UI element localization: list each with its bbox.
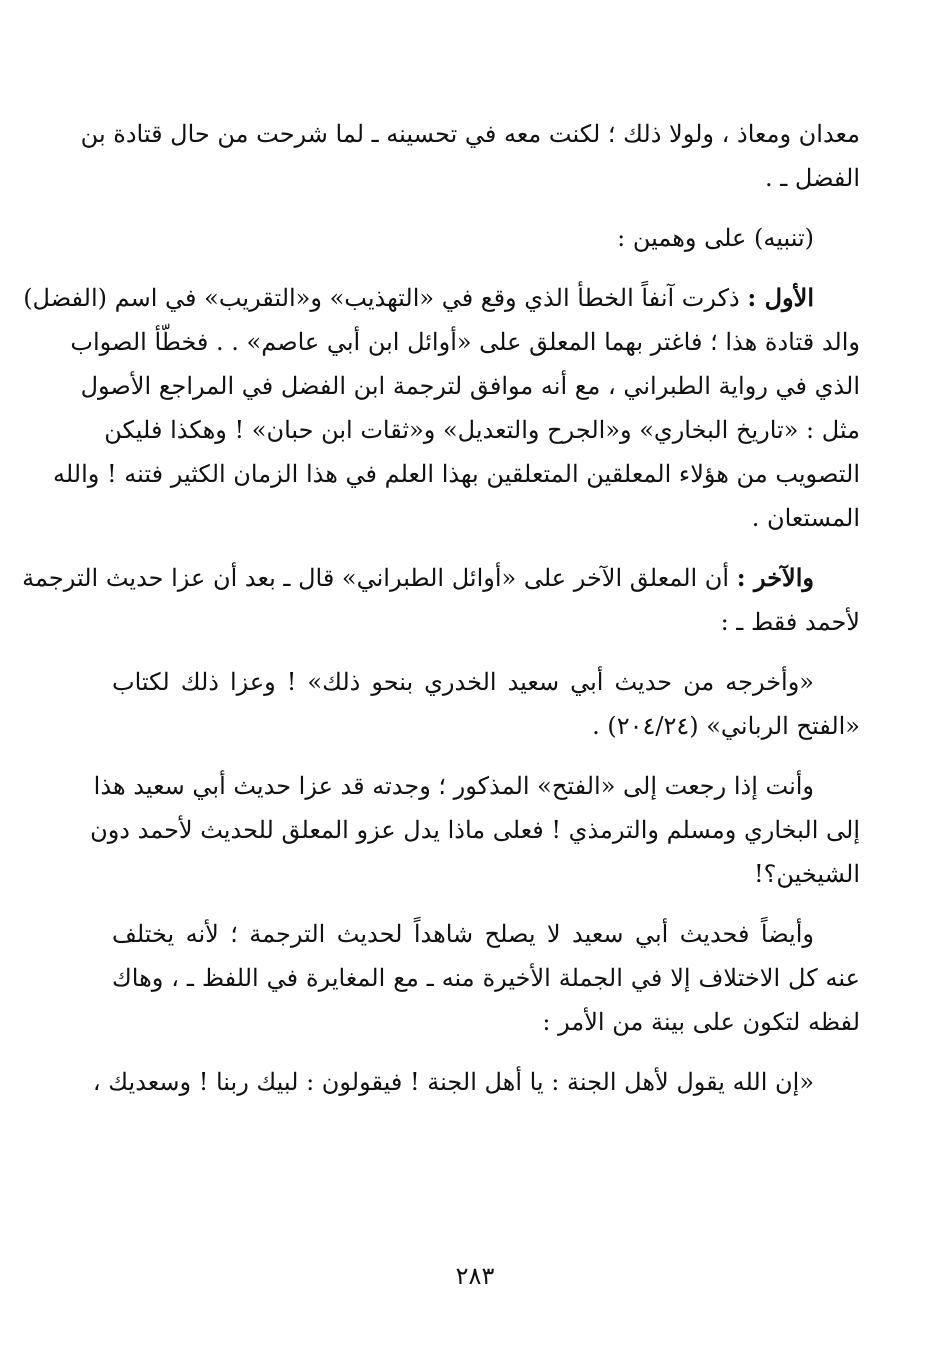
- text-line: لفظه لتكون على بينة من الأمر :: [542, 1008, 860, 1036]
- text-line: وأيضاً فحديث أبي سعيد لا يصلح شاهداً لحديث الترجمة ؛ لأنه يختلف: [112, 920, 814, 948]
- text-line: عنه كل الاختلاف إلا في الجملة الأخيرة منه ـ مع المغايرة في اللفظ ـ ، وهاك: [112, 964, 860, 992]
- paragraph: [23, 276, 860, 540]
- text-line: الفضل ـ .: [764, 164, 860, 192]
- text-line: والآخر : أن المعلق الآخر على «أوائل الطبراني» قال ـ بعد أن عزا حديث الترجمة: [22, 563, 814, 592]
- text-line: معدان ومعاذ ، ولولا ذلك ؛ لكنت معه في تحسينه ـ لما شرحت من حال قتادة بن: [80, 120, 860, 148]
- paragraph-lead: الأول :: [747, 283, 814, 312]
- text-line: والد قتادة هذا ؛ فاغتر بهما المعلق على «أوائل ابن أبي عاصم» . . فخطّأ الصواب: [70, 328, 860, 356]
- text-line: الذي في رواية الطبراني ، مع أنه موافق لترجمة ابن الفضل في المراجع الأصول: [80, 372, 860, 400]
- text-line: التصويب من هؤلاء المعلقين المتعلقين بهذا العلم في هذا الزمان الكثير فتنه ! والله: [52, 460, 860, 488]
- text-line: «إن الله يقول لأهل الجنة : يا أهل الجنة ! فيقولون : لبيك ربنا ! وسعديك ،: [92, 1068, 814, 1096]
- page-number: ٢٨٣: [455, 1262, 495, 1290]
- text-line: الشيخين؟!: [753, 860, 860, 888]
- page-body: [22, 112, 860, 1104]
- text-line: وأنت إذا رجعت إلى «الفتح» المذكور ؛ وجدته قد عزا حديث أبي سعيد هذا: [93, 772, 814, 800]
- text-line: الأول : ذكرت آنفاً الخطأ الذي وقع في «التهذيب» و«التقريب» في اسم (الفضل): [23, 283, 814, 312]
- paragraph: [80, 112, 860, 200]
- text-line: إلى البخاري ومسلم والترمذي ! فعلى ماذا يدل عزو المعلق للحديث لأحمد دون: [90, 816, 860, 844]
- paragraph-lead: والآخر :: [736, 563, 814, 592]
- text-line: مثل : «تاريخ البخاري» و«الجرح والتعديل» و«ثقات ابن حبان» ! وهكذا فليكن: [104, 416, 860, 444]
- text-line: «وأخرجه من حديث أبي سعيد الخدري بنحو ذلك» ! وعزا ذلك لكتاب: [112, 668, 814, 696]
- paragraph-heading: [112, 216, 860, 260]
- text-line: (تنبيه) على وهمين :: [617, 224, 814, 252]
- paragraph: [22, 556, 860, 644]
- text-line: المستعان .: [751, 504, 860, 532]
- text-line: لأحمد فقط ـ :: [720, 608, 860, 636]
- quotation: [92, 1060, 860, 1104]
- quotation: [112, 660, 860, 748]
- paragraph: [112, 912, 860, 1044]
- paragraph: [90, 764, 860, 896]
- text-line: «الفتح الرباني» (٢٠٤/٢٤) .: [592, 712, 860, 740]
